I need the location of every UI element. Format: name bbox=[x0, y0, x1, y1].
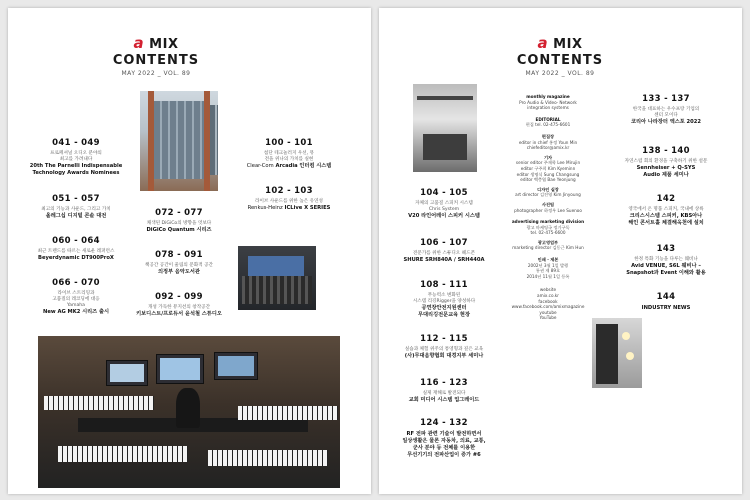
toc-entry[interactable]: 124 - 132 RF 전파 관련 기술이 발전하면서 일상생활은 물론 자동차, 의료, 교통, 군사 분야 등 전체를 이용한 무선기기의 전파산업이 증가 #6 bbox=[402, 418, 486, 458]
issue-label: MAY 2022 _ VOL. 89 bbox=[121, 70, 191, 77]
toc-entry[interactable]: 102 - 103 라이브 사운드를 위한 높은 유연성 Renkus-Heinz ICLive X SERIES bbox=[247, 186, 331, 211]
toc-entry[interactable]: 092 - 099 개성 가득한 뮤지션의 창작공간 키보디스트/프로듀서 윤석철 스튜디오 bbox=[136, 292, 222, 317]
masthead: monthly magazine Pro Audio & Video· Network integration systems EDITORIAL 편집 tel. 02-475-6601 편집장 editor in chief 홍정 Youn Min chiefeditor@amix.kr 기자 senior editor 주재학 Lee Mirujin editor 구주희 Kim Kyeminn editor 생명식 Sung Changsung editor 백충엽 Bae Yeonjung 디자인 실장 art director 김진영 Kim Jinyoung 사진팀 photographer 하정우 Lee Suenoo advertising marketing division 광고 마케팅국 정기구독 tel. 02-475-6600 광고영업부 marketing director 김동근 Kim Hun 인쇄 · 제본 2002년 3월 1일 발행 통권 제 89호 2014년 11월 1일 등록 website amix.co.kr facebook www.facebook.com/amixmagazine youtube YouTube bbox=[511, 94, 585, 321]
toc-entry[interactable]: 106 - 107 전문가를 위한 스튜디오 헤드폰 SHURE SRH840A / SRH440A bbox=[403, 238, 485, 263]
toc-entry[interactable]: 112 - 115 실습과 체험 위주의 통영형과 깊은 교육 (사)무대음향협회 대경지부 세미나 bbox=[404, 334, 484, 359]
left-page bbox=[8, 8, 371, 494]
right-page bbox=[379, 8, 742, 494]
toc-entry[interactable]: 133 - 137 한국을 대표하는 우수프랑 기업의 센터 모이다 코리아 나라장터 엑스포 2022 bbox=[631, 94, 701, 125]
toc-entry[interactable]: 104 - 105 자체의 고품질 스피커 시스템 Chris System V20 라인어레이 스피커 시스템 bbox=[408, 188, 480, 219]
toc-entry[interactable]: 142 영국에서 온 명품 스피커, 국내에 상륙 크리스시스템 스피커, KBS아나 해인 콘서트홀 체결해옥천에 설치 bbox=[628, 194, 704, 226]
toc-entry[interactable]: 143 한정 특화 기능을 다루는 웨비나 Avid VENUE, S6L 웨비나 – Snapshot과 Event 이해와 활용 bbox=[626, 244, 706, 276]
issue-label: MAY 2022 _ VOL. 89 bbox=[525, 70, 595, 77]
toc-entry[interactable]: 060 - 064 최근 트렌드를 따르는 새로운 레퍼런스 Beyerdynamic DT900ProX bbox=[37, 236, 115, 261]
rigging-photo bbox=[592, 318, 642, 388]
contents-title: CONTENTS bbox=[516, 53, 604, 68]
toc-entry[interactable]: 041 - 049 프로페셔널 오디오 분야의 최고를 가려내다 20th The Parnelli Indispensable Technology Awards Nominees bbox=[29, 138, 123, 176]
building-photo bbox=[140, 91, 218, 191]
toc-entry[interactable]: 138 - 140 자연스럽 회의 환경을 구축하기 위한 설문 Sennheiser + Q-SYS Audio 제품 세미나 bbox=[624, 146, 708, 178]
toc-entry[interactable]: 066 - 070 라이브 스트리밍과 고품질의 레코딩에 대응 Yamaha New AG MK2 시리즈 출시 bbox=[43, 278, 109, 315]
toc-entry[interactable]: 108 - 111 무능력소 변화된 시스템 리깅Rigger을 양성하다 공연장안전지원센터 무대리깅전문교육 현장 bbox=[412, 280, 476, 318]
studio-photo bbox=[38, 336, 340, 488]
amix-logo: a MIX bbox=[537, 34, 583, 52]
contents-title: CONTENTS bbox=[112, 53, 200, 68]
toc-entry[interactable]: 100 - 101 첨단 테크놀러지 우선, 뮤 전을 위나의 가치를 실현 Clear-Com Arcadia 인터컴 시스템 bbox=[246, 138, 332, 169]
toc-entry[interactable]: 116 - 123 실제 재해로 발전되다 교회 미디어 시스템 업그레이드 bbox=[408, 378, 480, 403]
toc-entry[interactable]: 078 - 091 책공간 공간이 울림의 문화적 공간 의정부 음악도서관 bbox=[145, 250, 213, 275]
toc-entry[interactable]: 051 - 057 최고의 기능과 사운드, 그리고 가치 올레그십 디지털 콘솔 대전 bbox=[41, 194, 111, 219]
toc-entry[interactable]: 144 INDUSTRY NEWS bbox=[641, 292, 691, 311]
amix-logo: a MIX bbox=[133, 34, 179, 52]
concert-hall-photo bbox=[413, 84, 477, 172]
toc-entry[interactable]: 072 - 077 채색된 DiGiCo의 방향을 엿보다 DiGiCo Quantum 시리즈 bbox=[146, 208, 212, 233]
console-photo bbox=[238, 246, 316, 310]
